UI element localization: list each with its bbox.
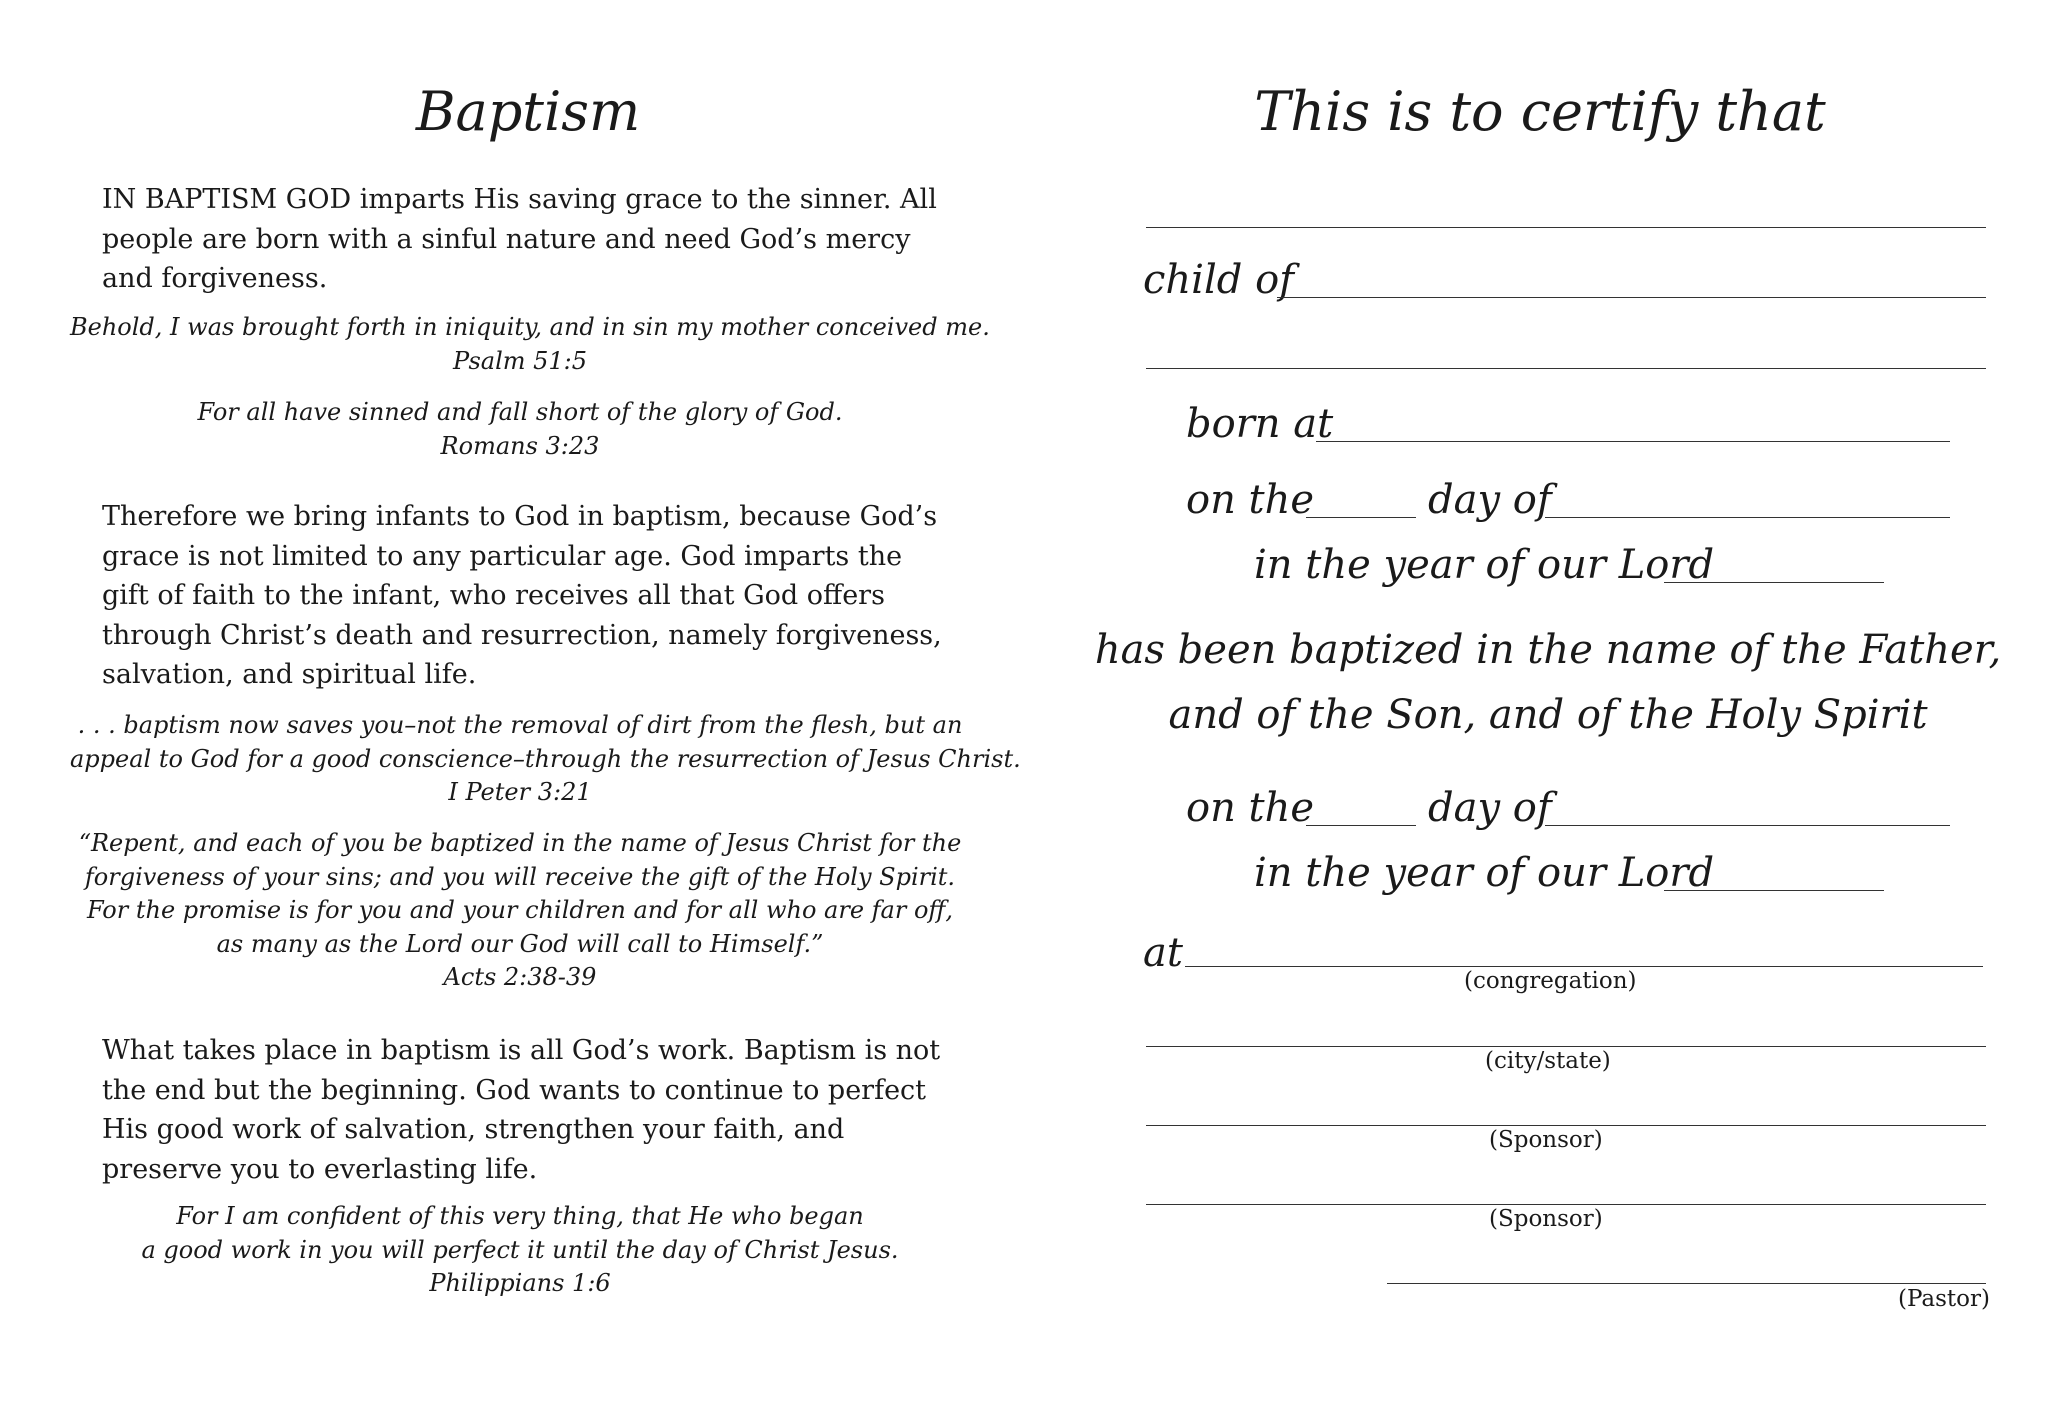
verse-line: as many as the Lord our God will call to Himself.” bbox=[216, 929, 824, 958]
page-title-baptism: Baptism bbox=[415, 80, 641, 143]
verse-line: forgiveness of your sins; and you will receive the gift of the Holy Spirit. bbox=[84, 862, 956, 891]
caption-pastor: (Pastor) bbox=[1898, 1286, 1990, 1312]
verse-reference: Philippians 1:6 bbox=[429, 1269, 611, 1297]
verse-philippians bbox=[70, 1200, 970, 1301]
verse-line: a good work in you will perfect it until the day of Christ Jesus. bbox=[141, 1235, 899, 1264]
baptism-month-line[interactable] bbox=[1545, 825, 1950, 826]
parent-line-2[interactable] bbox=[1146, 368, 1986, 369]
right-page bbox=[1024, 0, 2048, 1404]
verse-reference: Psalm 51:5 bbox=[452, 346, 588, 375]
verse-reference: Acts 2:38-39 bbox=[443, 963, 597, 991]
page-title-certify: This is to certify that bbox=[1254, 80, 1826, 143]
verse-acts bbox=[70, 827, 970, 995]
birth-month-line[interactable] bbox=[1545, 517, 1950, 518]
caption-city-state: (city/state) bbox=[1485, 1048, 1611, 1074]
born-at-label: born at bbox=[1186, 401, 1334, 447]
birth-on-the-label: on the bbox=[1186, 477, 1315, 523]
verse-line: appeal to God for a good conscience–through the resurrection of Jesus Christ. bbox=[70, 744, 1021, 773]
verse-line: For the promise is for you and your children and for all who are far off, bbox=[86, 896, 954, 924]
congregation-line[interactable] bbox=[1185, 966, 1983, 967]
baptized-line-2: and of the Son, and of the Holy Spirit bbox=[1168, 692, 1928, 738]
pastor-line[interactable] bbox=[1387, 1283, 1986, 1284]
child-of-label: child of bbox=[1143, 257, 1294, 303]
caption-sponsor-2: (Sponsor) bbox=[1489, 1206, 1603, 1232]
paragraph-infants: Therefore we bring infants to God in baptism, because God’s grace is not limited to any particular age. God imparts the gift of faith to the infant, who receives all that God offers through Christ’s death and resurrection, namely forgiveness, salvation, and spiritual life. bbox=[102, 501, 942, 690]
verse-peter bbox=[70, 709, 1021, 810]
verse-text: For all have sinned and fall short of the glory of God. bbox=[197, 398, 843, 426]
caption-congregation: (congregation) bbox=[1464, 968, 1637, 994]
verse-line: “Repent, and each of you be baptized in the name of Jesus Christ for the bbox=[78, 829, 962, 857]
parent-line[interactable] bbox=[1277, 297, 1986, 298]
verse-romans bbox=[70, 396, 970, 463]
birth-year-label: in the year of our Lord bbox=[1254, 542, 1715, 588]
baptism-year-line[interactable] bbox=[1664, 890, 1884, 891]
verse-line: . . . baptism now saves you–not the removal of dirt from the flesh, but an bbox=[77, 711, 963, 739]
birthplace-line[interactable] bbox=[1316, 441, 1950, 442]
paragraph-gods-work: What takes place in baptism is all God’s work. Baptism is not the end but the beginning. God wants to continue to perfect His good work of salvation, strengthen your faith, and preserve you to everlasting life. bbox=[102, 1035, 941, 1185]
baptism-year-label: in the year of our Lord bbox=[1254, 850, 1715, 896]
verse-psalm bbox=[70, 311, 990, 378]
baptized-line-1: has been baptized in the name of the Father, bbox=[1094, 627, 2002, 673]
name-line[interactable] bbox=[1146, 227, 1986, 228]
baptism-day-of-label: day of bbox=[1428, 785, 1552, 831]
baptism-day-line[interactable] bbox=[1306, 825, 1416, 826]
sponsor-1-line[interactable] bbox=[1146, 1125, 1986, 1126]
city-state-line[interactable] bbox=[1146, 1046, 1986, 1047]
baptism-on-the-label: on the bbox=[1186, 785, 1315, 831]
caption-sponsor-1: (Sponsor) bbox=[1489, 1127, 1603, 1153]
verse-reference: Romans 3:23 bbox=[440, 431, 600, 460]
birth-year-line[interactable] bbox=[1664, 582, 1884, 583]
birth-day-line[interactable] bbox=[1306, 517, 1416, 518]
paragraph-grace: IN BAPTISM GOD imparts His saving grace to the sinner. All people are born with a sinful nature and need God’s mercy and forgiveness. bbox=[102, 184, 937, 294]
verse-reference: I Peter 3:21 bbox=[448, 778, 592, 806]
at-label: at bbox=[1143, 930, 1183, 976]
birth-day-of-label: day of bbox=[1428, 477, 1552, 523]
verse-line: For I am confident of this very thing, that He who began bbox=[176, 1202, 864, 1230]
verse-text: Behold, I was brought forth in iniquity, and in sin my mother conceived me. bbox=[70, 313, 990, 341]
sponsor-2-line[interactable] bbox=[1146, 1204, 1986, 1205]
